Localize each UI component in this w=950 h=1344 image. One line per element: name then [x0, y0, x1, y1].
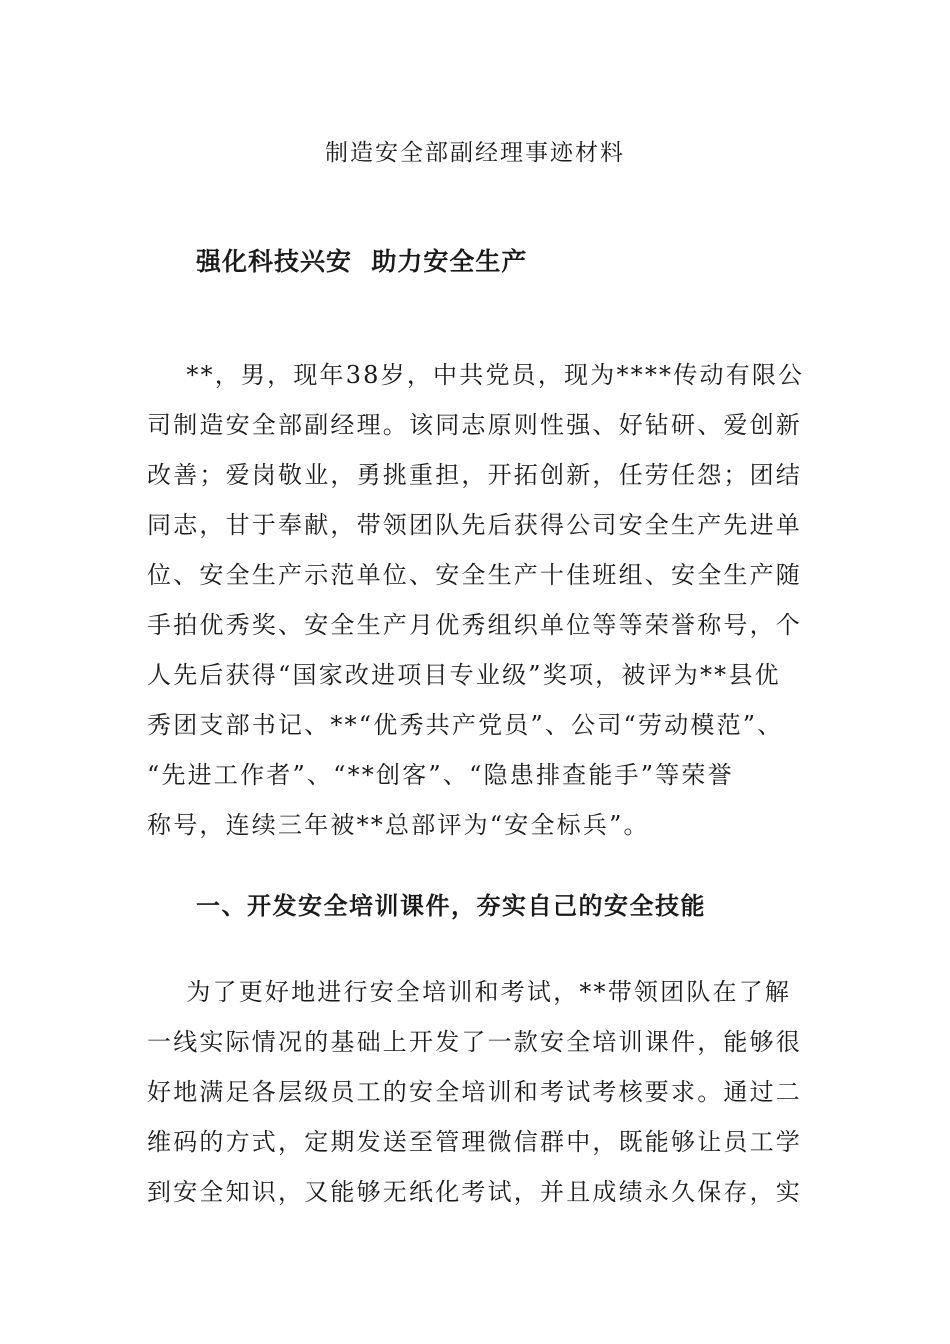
- document-title: 制造安全部副经理事迹材料: [325, 140, 625, 166]
- text-line: 到安全知识，又能够无纸化考试，并且成绩永久保存，实: [147, 1178, 802, 1206]
- text-line: “先进工作者”、“**创客”、“隐患排查能手”等荣誉: [147, 761, 734, 789]
- intro-paragraph: [147, 350, 805, 850]
- text-line: 手拍优秀奖、安全生产月优秀组织单位等等荣誉称号，个: [147, 611, 802, 639]
- text-line: **，男，现年38岁，中共党员，现为****传动有限公: [147, 361, 805, 389]
- text-line: 同志，甘于奉献，带领团队先后获得公司安全生产先进单: [147, 511, 802, 539]
- text-line: 秀团支部书记、**“优秀共产党员”、公司“劳动模范”、: [147, 711, 784, 739]
- text-line: 位、安全生产示范单位、安全生产十佳班组、安全生产随: [147, 561, 802, 589]
- text-line: 改善；爱岗敬业，勇挑重担，开拓创新，任劳任怨；团结: [147, 461, 802, 489]
- text-line: 人先后获得“国家改进项目专业级”奖项，被评为**县优: [147, 661, 781, 689]
- document-subtitle: 强化科技兴安 助力安全生产: [196, 247, 528, 276]
- text-line: 维码的方式，定期发送至管理微信群中，既能够让员工学: [147, 1128, 802, 1156]
- text-line: 好地满足各层级员工的安全培训和考试考核要求。通过二: [147, 1078, 802, 1106]
- section-paragraph: [147, 967, 802, 1217]
- text-line: 一线实际情况的基础上开发了一款安全培训课件，能够很: [147, 1028, 802, 1056]
- text-line: 司制造安全部副经理。该同志原则性强、好钻研、爱创新: [147, 411, 802, 439]
- text-line: 为了更好地进行安全培训和考试，**带领团队在了解: [147, 978, 792, 1006]
- text-line: 称号，连续三年被**总部评为“安全标兵”。: [147, 811, 650, 839]
- section-heading: 一、开发安全培训课件，夯实自己的安全技能: [196, 891, 706, 920]
